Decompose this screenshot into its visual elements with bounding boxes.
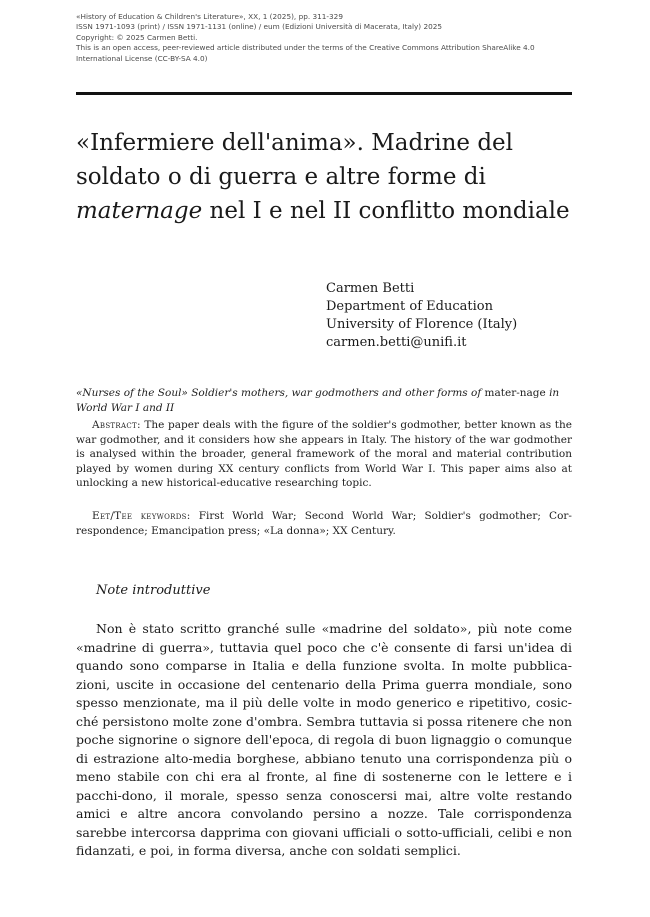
article-title: [76, 126, 572, 228]
english-title-part-2: mater-nage: [481, 387, 546, 399]
body-paragraph: Non è stato scritto granché sulle «madrine del soldato», più note come «madrine di guerra», tuttavia quel poco che c'è consente di farsi un'idea di quando sono comparse in Italia e della funzione svolta. In molte pubblica-zioni, uscite in occasione del centenario della Prima guerra mondiale, sono spesso menzionate, ma il più delle volte in modo generico e ripetitivo, cosic-ché persistono molte zone d'ombra. Sembra tuttavia si possa ritenere che non poche signorine o signore dell'epoca, di regola di buon lignaggio o comunque di estrazione alto-media borghese, abbiano tenuto una corrispondenza più o meno stabile con chi era al fronte, al fine di sostenerne con le lettere e i pacchi-dono, il morale, spesso senza conoscersi mai, altre volte restando amici e altre ancora convolando persino a nozze. Tale corrispondenza sarebbe intercorsa dapprima con giovani ufficiali o sotto-ufficiali, celibi e non fidanzati, e poi, in forma diversa, anche con soldati semplici.: [76, 621, 572, 858]
abstract: [76, 418, 572, 491]
header-copyright: Copyright: © 2025 Carmen Betti.: [76, 32, 198, 42]
header-issn: ISSN 1971-1093 (print) / ISSN 1971-1131 (online) / eum (Edizioni Università di Macerata, Italy) 2025: [76, 22, 443, 32]
author-department: Department of Education: [326, 299, 493, 314]
title-line-3: nel I e nel II conflitto mondiale: [202, 198, 570, 224]
english-title-part-1: «Nurses of the Soul» Soldier's mothers, war godmothers and other forms of: [76, 387, 482, 399]
header-citation: «History of Education & Children's Literature», XX, 1 (2025), pp. 311-329: [76, 12, 343, 21]
abstract-label: Abstract:: [92, 419, 141, 431]
title-line-2: soldato o di guerra e altre forme di: [76, 164, 486, 190]
keywords-label: Eet/Tee keywords:: [92, 510, 191, 522]
author-name: Carmen Betti: [326, 281, 415, 296]
author-block: [326, 280, 572, 352]
title-italic-word: maternage: [76, 198, 203, 224]
abstract-text: The paper deals with the figure of the soldier's godmother, better known as the war godmother, and it considers how she appears in Italy. The history of the war godmother is analysed within the broader, general framework of the moral and material contribution played by women during XX century conflicts from World War I. This paper aims also at unlocking a new historical-educative researching topic.: [76, 419, 572, 490]
header-license-line2: International License (CC-BY-SA 4.0): [76, 53, 208, 63]
author-email: carmen.betti@unifi.it: [326, 335, 467, 350]
title-line-1: «Infermiere dell'anima». Madrine del: [76, 130, 514, 156]
english-title: [76, 386, 572, 415]
english-title-part-3: in World War I and II: [76, 387, 560, 414]
author-university: University of Florence (Italy): [326, 317, 518, 332]
header-license-line1: This is an open access, peer-reviewed article distributed under the terms of the Creative Commons Attribution ShareAlike 4.0: [76, 43, 535, 53]
header-divider: [76, 92, 572, 95]
section-heading: Note introduttive: [96, 583, 211, 598]
keywords-text: First World War; Second World War; Soldier's godmother; Cor-respondence; Emancipation press; «La donna»; XX Century.: [76, 510, 572, 537]
journal-header: [76, 12, 572, 64]
keywords: [76, 509, 572, 538]
